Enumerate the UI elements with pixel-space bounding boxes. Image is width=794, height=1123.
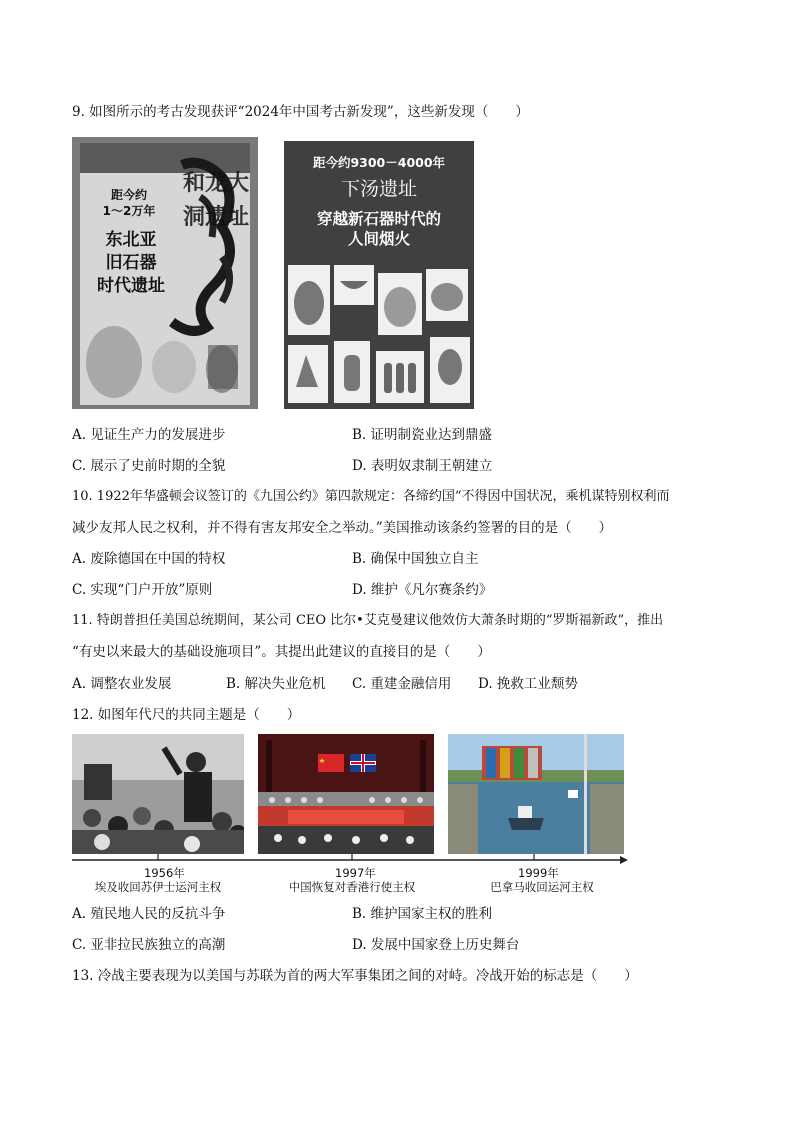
q10-option-a[interactable]: A. 废除德国在中国的特权	[72, 551, 226, 567]
q12-photo-suez-1956	[72, 734, 244, 854]
q12-photo-hongkong-1997	[258, 734, 434, 854]
q12-stem: 12. 如图年代尺的共同主题是（ ）	[72, 707, 301, 723]
ceremony-photo-art	[258, 734, 434, 854]
q12-option-c[interactable]: C. 亚非拉民族独立的高潮	[72, 937, 226, 953]
timeline-event-1: 埃及收回苏伊士运河主权	[94, 880, 222, 894]
q11-stem-line2: “有史以来最大的基础设施项目”。其提出此建议的直接目的是（ ）	[72, 644, 491, 660]
q9-stem: 9. 如图所示的考古发现获评“2024年中国考古新发现”，这些新发现（ ）	[72, 104, 529, 120]
q12-option-d[interactable]: D. 发展中国家登上历史舞台	[352, 937, 520, 953]
q10-option-b[interactable]: B. 确保中国独立自主	[352, 551, 479, 567]
poster-title-text: 穿越新石器时代的 人间烟火	[316, 210, 441, 248]
q11-option-c[interactable]: C. 重建金融信用	[352, 676, 452, 692]
q10-stem-line1: 10. 1922年华盛顿会议签订的《九国公约》第四款规定：各缔约国“不得因中国状况，乘机谋特别权利而	[72, 489, 670, 504]
q9-image-palaeolithic-site	[72, 137, 258, 409]
q9-option-c[interactable]: C. 展示了史前时期的全貌	[72, 458, 226, 474]
timeline-year-3: 1999年	[518, 866, 559, 880]
q11-option-d[interactable]: D. 挽救工业颓势	[478, 676, 578, 692]
canal-photo-art	[448, 734, 624, 854]
crowd-photo-art	[72, 734, 244, 854]
q10-option-c[interactable]: C. 实现“门户开放”原则	[72, 582, 213, 598]
q10-option-d[interactable]: D. 维护《凡尔赛条约》	[352, 582, 493, 598]
q9-option-b[interactable]: B. 证明制瓷业达到鼎盛	[352, 427, 493, 443]
timeline-year-1: 1956年	[144, 866, 185, 880]
poster-site-name: 下汤遗址	[340, 178, 417, 200]
q9-option-a[interactable]: A. 见证生产力的发展进步	[72, 427, 226, 443]
q11-option-b[interactable]: B. 解决失业危机	[226, 676, 326, 692]
q13-stem: 13. 冷战主要表现为以美国与苏联为首的两大军事集团之间的对峙。冷战开始的标志是（ ）	[72, 968, 638, 984]
timeline-event-3: 巴拿马收回运河主权	[490, 880, 594, 894]
q11-stem-line1: 11. 特朗普担任美国总统期间，某公司 CEO 比尔•艾克曼建议他效仿大萧条时期的“罗斯福新政”，推出	[72, 613, 664, 628]
q11-option-a[interactable]: A. 调整农业发展	[72, 676, 172, 692]
timeline-arrowhead	[620, 856, 628, 864]
q9-option-d[interactable]: D. 表明奴隶制王朝建立	[352, 458, 493, 474]
poster-period-text: 距今约 1～2万年	[102, 188, 156, 218]
q10-stem-line2: 减少友邦人民之权利，并不得有害友邦安全之举动。”美国推动该条约签署的目的是（ ）	[72, 520, 613, 536]
timeline-year-2: 1997年	[335, 866, 376, 880]
q12-photo-panama-1999	[448, 734, 624, 854]
timeline-event-2: 中国恢复对香港行使主权	[288, 880, 416, 894]
calligraphy-title: 和龙大洞遗址	[182, 171, 249, 230]
q9-image-xiatang-site	[284, 141, 474, 409]
q12-option-b[interactable]: B. 维护国家主权的胜利	[352, 906, 493, 922]
poster-period-text: 距今约9300－4000年	[312, 155, 446, 170]
poster-title-text: 东北亚 旧石器 时代遗址	[97, 230, 165, 296]
q12-option-a[interactable]: A. 殖民地人民的反抗斗争	[72, 906, 226, 922]
